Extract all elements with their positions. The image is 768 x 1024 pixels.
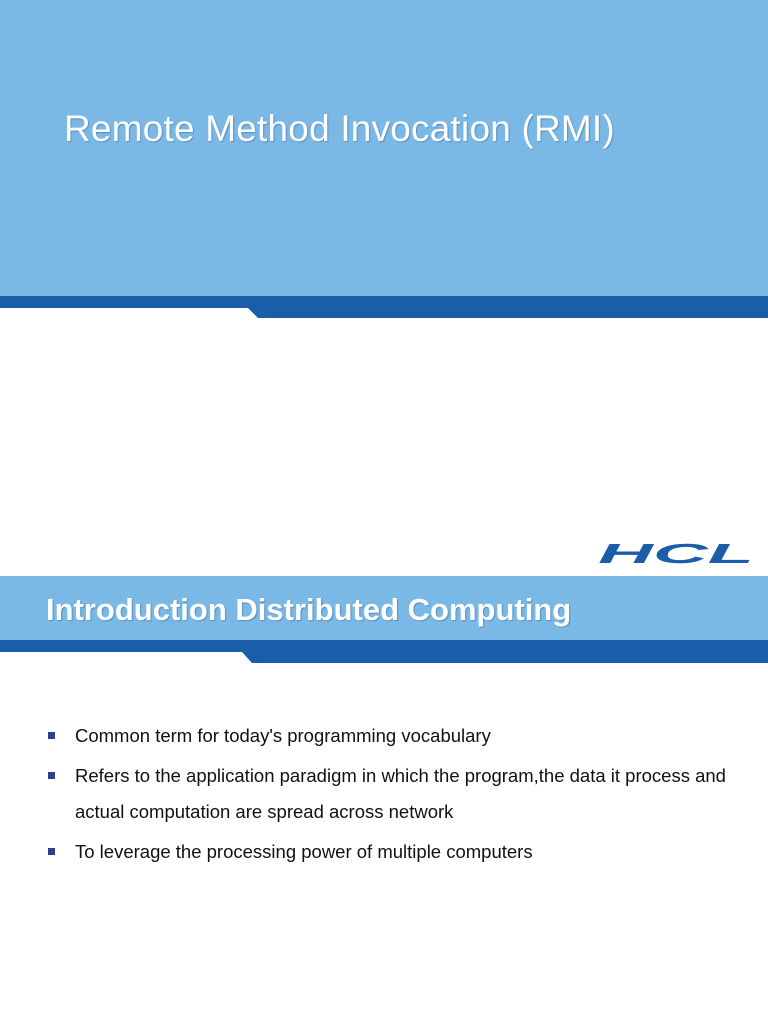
content-accent-stripe <box>0 640 768 663</box>
hcl-logo-text: HCL <box>598 540 754 566</box>
square-bullet-icon <box>48 772 55 779</box>
content-slide-title: Introduction Distributed Computing <box>46 592 572 627</box>
square-bullet-icon <box>48 848 55 855</box>
bullet-item <box>48 718 738 754</box>
bullet-list <box>48 718 738 874</box>
header-accent-stripe <box>0 296 768 318</box>
content-slide <box>0 576 768 1024</box>
slide-title: Remote Method Invocation (RMI) <box>64 108 615 149</box>
bullet-text: Refers to the application paradigm in which the program,the data it process and actual computation are spread across network <box>75 765 726 822</box>
square-bullet-icon <box>48 732 55 739</box>
bullet-text: Common term for today's programming vocabulary <box>75 725 491 746</box>
bullet-item <box>48 758 738 830</box>
bullet-text: To leverage the processing power of multiple computers <box>75 841 533 862</box>
hcl-logo <box>596 540 756 566</box>
bullet-item <box>48 834 738 870</box>
